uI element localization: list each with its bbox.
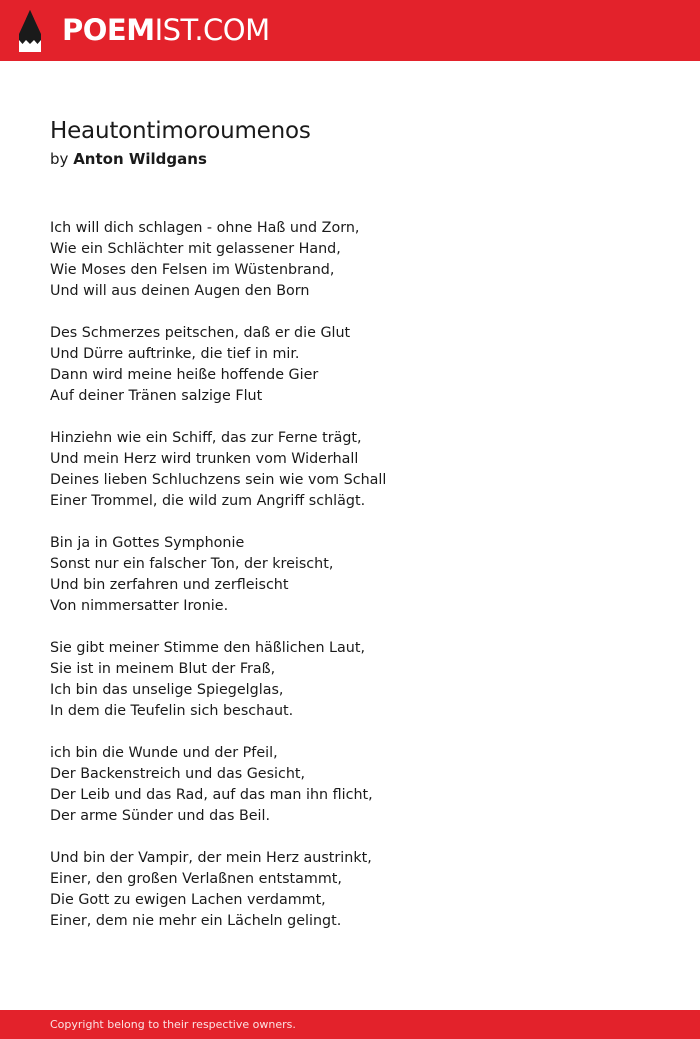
poem-line: Wie ein Schlächter mit gelassener Hand, [50, 241, 341, 257]
poem-line: Der Leib und das Rad, auf das man ihn flicht, [50, 787, 373, 803]
poem-line: Bin ja in Gottes Symphonie [50, 535, 245, 551]
poem-line: Und Dürre auftrinke, die tief in mir. [50, 346, 300, 362]
poem-line: Deines lieben Schluchzens sein wie vom Schall [50, 472, 387, 488]
poem-line: Ich will dich schlagen - ohne Haß und Zorn, [50, 220, 360, 236]
poem-line: Und bin der Vampir, der mein Herz austrinkt, [50, 850, 372, 866]
copyright-notice: Copyright belong to their respective owners. [50, 1018, 296, 1031]
poem-line: Des Schmerzes peitschen, daß er die Glut [50, 325, 351, 341]
poem-line: Die Gott zu ewigen Lachen verdammt, [50, 892, 326, 908]
stanza [50, 638, 650, 722]
poem-line: Hinziehn wie ein Schiff, das zur Ferne trägt, [50, 430, 362, 446]
poem-line: Sie gibt meiner Stimme den häßlichen Laut, [50, 640, 365, 656]
poem-line: Sie ist in meinem Blut der Fraß, [50, 661, 276, 677]
logo-brand-bold: POEM [62, 13, 155, 47]
stanza [50, 743, 650, 827]
poem-line: Von nimmersatter Ironie. [50, 598, 229, 614]
stanza [50, 218, 650, 302]
poem-line: Wie Moses den Felsen im Wüstenbrand, [50, 262, 335, 278]
poem-line: Und mein Herz wird trunken vom Widerhall [50, 451, 359, 467]
stanza [50, 428, 650, 512]
poem-line: Sonst nur ein falscher Ton, der kreischt, [50, 556, 334, 572]
poem-body [50, 218, 650, 953]
byline-prefix: by [50, 150, 69, 168]
poem-line: Und will aus deinen Augen den Born [50, 283, 310, 299]
poem-byline [50, 149, 207, 169]
poem-author: Anton Wildgans [73, 150, 207, 168]
poem-line: Ich bin das unselige Spiegelglas, [50, 682, 284, 698]
stanza [50, 533, 650, 617]
poem-line: Einer Trommel, die wild zum Angriff schlägt. [50, 493, 366, 509]
poem-line: Einer, dem nie mehr ein Lächeln gelingt. [50, 913, 342, 929]
site-footer [0, 1010, 700, 1039]
poem-line: Der Backenstreich und das Gesicht, [50, 766, 306, 782]
poem-line: Einer, den großen Verlaßnen entstammt, [50, 871, 342, 887]
poem-line: Dann wird meine heiße hoffende Gier [50, 367, 319, 383]
site-header [0, 0, 700, 61]
poem-line: Auf deiner Tränen salzige Flut [50, 388, 263, 404]
poem-line: Der arme Sünder und das Beil. [50, 808, 271, 824]
poem-line: In dem die Teufelin sich beschaut. [50, 703, 294, 719]
logo-brand-light: IST.COM [154, 13, 270, 47]
pencil-tip-icon[interactable] [19, 10, 41, 52]
poem-title: Heautontimoroumenos [50, 118, 311, 144]
site-logo[interactable] [62, 12, 270, 48]
stanza [50, 848, 650, 932]
stanza [50, 323, 650, 407]
poem-line: ich bin die Wunde und der Pfeil, [50, 745, 278, 761]
poem-line: Und bin zerfahren und zerfleischt [50, 577, 289, 593]
